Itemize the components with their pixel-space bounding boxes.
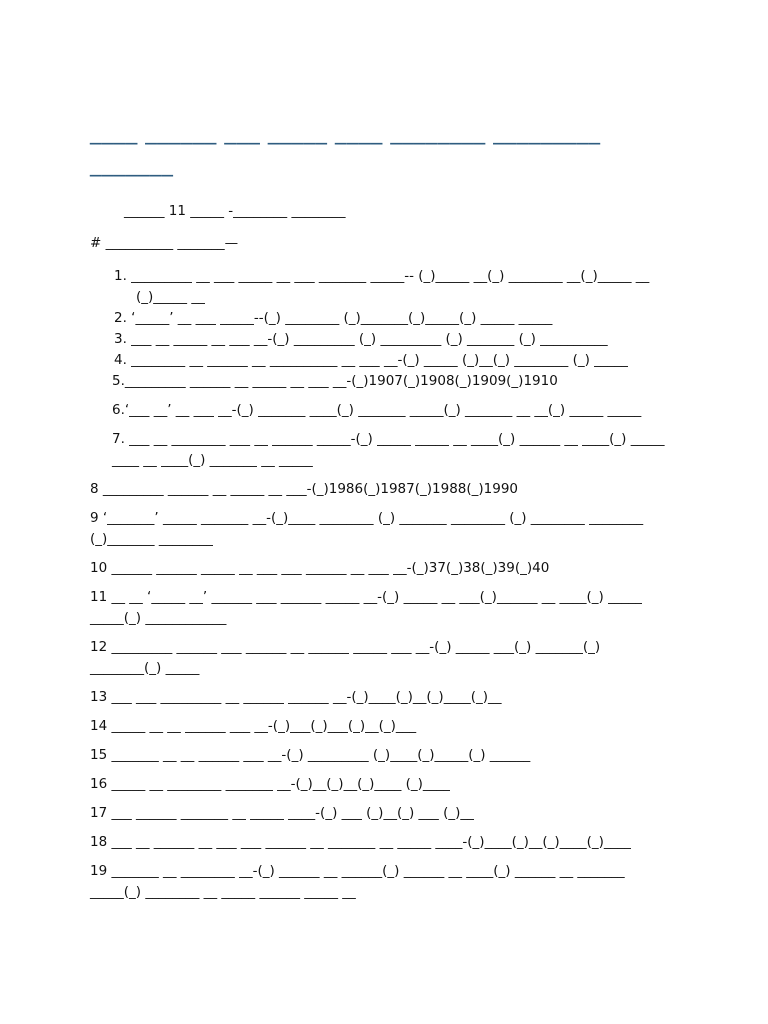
question-item: 2. ‘_____’ __ ___ _____--(_) ________ (_)_______(_)_____(_) _____ _____: [114, 310, 553, 326]
question-item: 4. ________ __ ______ __ __________ __ ___ __-(_) _____ (_)__(_) ________ (_) _____: [114, 352, 628, 368]
document-subheading: ______ 11 _____ -________ ________: [124, 203, 346, 219]
question-item: 11 __ __ ‘_____ __’ ______ ___ ______ _____ __-(_) _____ __ ___(_)______ __ ____(_) _____ _____(_) ____________: [90, 589, 642, 626]
question-item: 19 _______ __ ________ __-(_) ______ __ ______(_) ______ __ ____(_) ______ __ _______ _____(_) ________ __ _____ ______ _____ __: [90, 863, 625, 900]
question-item: 6.‘___ __’ __ ___ __-(_) _______ ____(_) _______ _____(_) _______ __ __(_) _____ _____: [112, 402, 642, 418]
question-item: 13 ___ ___ _________ __ ______ ______ __-(_)____(_)__(_)____(_)__: [90, 689, 502, 705]
section-heading: # __________ _______—: [90, 235, 239, 251]
question-item: 18 ___ __ ______ __ ___ ___ ______ __ _______ __ _____ ____-(_)____(_)__(_)____(_)____: [90, 834, 631, 850]
question-item: 16 _____ __ ________ _______ __-(_)__(_)__(_)____ (_)____: [90, 776, 450, 792]
question-item: 1. _________ __ ___ _____ __ ___ _______ _____-- (_)_____ __(_) ________ __(_)_____ __ (_)_____ __: [114, 268, 650, 305]
question-item: 14 _____ __ __ ______ ___ __-(_)___(_)___(_)__(_)___: [90, 718, 417, 734]
document-title: ____ ______ ___ _____ ____ ________ _________ _______: [90, 119, 601, 177]
question-item: 9 ‘_______’ _____ _______ __-(_)____ ________ (_) _______ ________ (_) ________ ________ (_)_______ ________: [90, 510, 644, 547]
question-item: 17 ___ ______ _______ __ _____ ____-(_) ___ (_)__(_) ___ (_)__: [90, 805, 474, 821]
question-item: 7. ___ __ ________ ___ __ ______ _____-(_) _____ _____ __ ____(_) ______ __ ____(_) _____ ____ __ ____(_) _______ __ _____: [112, 431, 665, 468]
question-item: 8 _________ ______ __ _____ __ ___-(_)1986(_)1987(_)1988(_)1990: [90, 481, 519, 497]
question-item: 3. ___ __ _____ __ ___ __-(_) _________ (_) _________ (_) _______ (_) __________: [114, 331, 608, 347]
question-item: 15 _______ __ __ ______ ___ __-(_) _________ (_)____(_)_____(_) ______: [90, 747, 531, 763]
question-list: [90, 266, 672, 903]
question-item: 12 _________ ______ ___ ______ __ ______ _____ ___ __-(_) _____ ___(_) _______(_) ________(_) _____: [90, 639, 601, 676]
question-item: 10 ______ ______ _____ __ ___ ___ ______ __ ___ __-(_)37(_)38(_)39(_)40: [90, 560, 550, 576]
question-item: 5._________ ______ __ _____ __ ___ __-(_)1907(_)1908(_)1909(_)1910: [112, 373, 558, 389]
